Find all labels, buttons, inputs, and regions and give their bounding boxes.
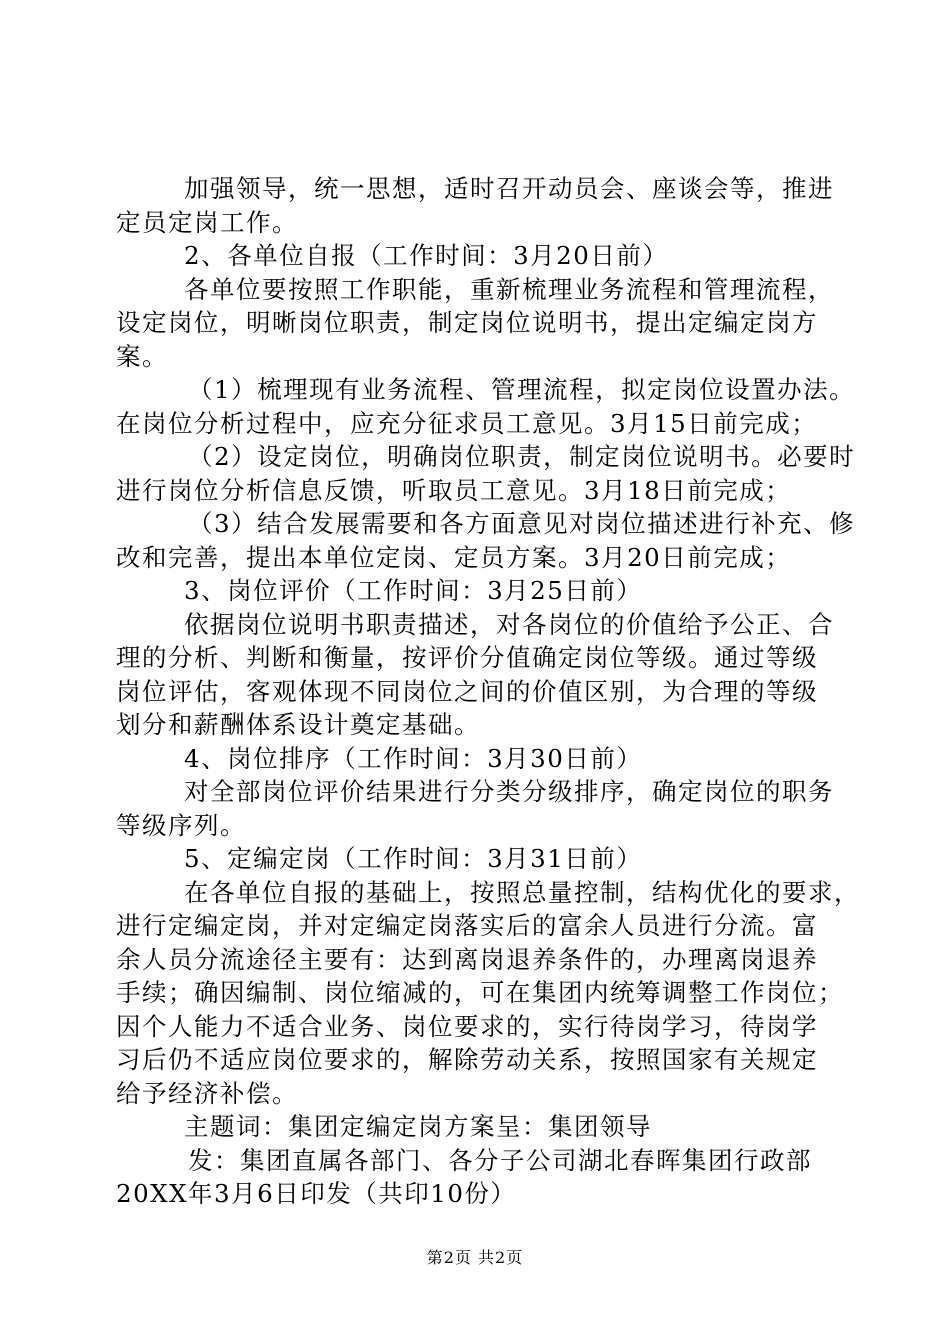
list-item-line: 在岗位分析过程中，应充分征求员工意见。3月15日前完成；: [116, 408, 818, 438]
paragraph-line: 划分和薪酬体系设计奠定基础。: [116, 710, 480, 739]
paragraph-line: 设定岗位，明晰岗位职责，制定岗位说明书，提出定编定岗方: [116, 308, 818, 337]
paragraph-line: 等级序列。: [116, 810, 246, 840]
paragraph-line: 对全部岗位评价结果进行分类分级排序，确定岗位的职务: [184, 777, 834, 806]
paragraph-line: 给予经济补偿。: [116, 1078, 298, 1108]
paragraph-line: 加强领导，统一思想，适时召开动员会、座谈会等，推进: [184, 174, 834, 203]
paragraph-line: 各单位要按照工作职能，重新梳理业务流程和管理流程，: [184, 274, 834, 304]
paragraph-line: 岗位评估，客观体现不同岗位之间的价值区别，为合理的等级: [116, 676, 818, 706]
list-item-line: （1）梳理现有业务流程、管理流程，拟定岗位设置办法。: [188, 375, 856, 404]
paragraph-line: 依据岗位说明书职责描述，对各岗位的价值给予公正、合: [184, 609, 834, 639]
paragraph-line: 因个人能力不适合业务、岗位要求的，实行待岗学习，待岗学: [116, 1011, 818, 1041]
paragraph-line: 理的分析、判断和衡量，按评价分值确定岗位等级。通过等级: [116, 643, 818, 672]
paragraph-line: 案。: [116, 341, 168, 371]
print-date-line: 20XX年3月6日印发（共印10份）: [116, 1179, 517, 1208]
paragraph-line: 进行定编定岗，并对定编定岗落实后的富余人员进行分流。富: [116, 911, 818, 940]
paragraph-line: 习后仍不适应岗位要求的，解除劳动关系，按照国家有关规定: [116, 1045, 818, 1074]
document-body: [116, 172, 860, 1211]
page-number-footer: 第2页 共2页: [426, 1248, 524, 1267]
paragraph-line: 手续；确因编制、岗位缩减的，可在集团内统筹调整工作岗位；: [116, 978, 844, 1007]
section-heading: 5、定编定岗（工作时间：3月31日前）: [184, 844, 643, 873]
list-item-line: （3）结合发展需要和各方面意见对岗位描述进行补充、修: [188, 509, 856, 538]
keywords-line: 主题词：集团定编定岗方案呈：集团领导: [184, 1112, 652, 1141]
section-heading: 4、岗位排序（工作时间：3月30日前）: [184, 743, 643, 773]
paragraph-line: 余人员分流途径主要有：达到离岗退养条件的，办理离岗退养: [116, 944, 818, 974]
list-item-line: （2）设定岗位，明确岗位职责，制定岗位说明书。必要时: [188, 442, 856, 471]
distribution-line: 发：集团直属各部门、各分子公司湖北春晖集团行政部: [188, 1145, 812, 1175]
section-heading: 3、岗位评价（工作时间：3月25日前）: [184, 576, 643, 605]
paragraph-line: 在各单位自报的基础上，按照总量控制，结构优化的要求，: [184, 877, 860, 907]
list-item-line: 改和完善，提出本单位定岗、定员方案。3月20日前完成；: [116, 542, 792, 572]
section-heading: 2、各单位自报（工作时间：3月20日前）: [184, 241, 669, 270]
list-item-line: 进行岗位分析信息反馈，听取员工意见。3月18日前完成；: [116, 475, 792, 505]
paragraph-line: 定员定岗工作。: [116, 207, 298, 237]
